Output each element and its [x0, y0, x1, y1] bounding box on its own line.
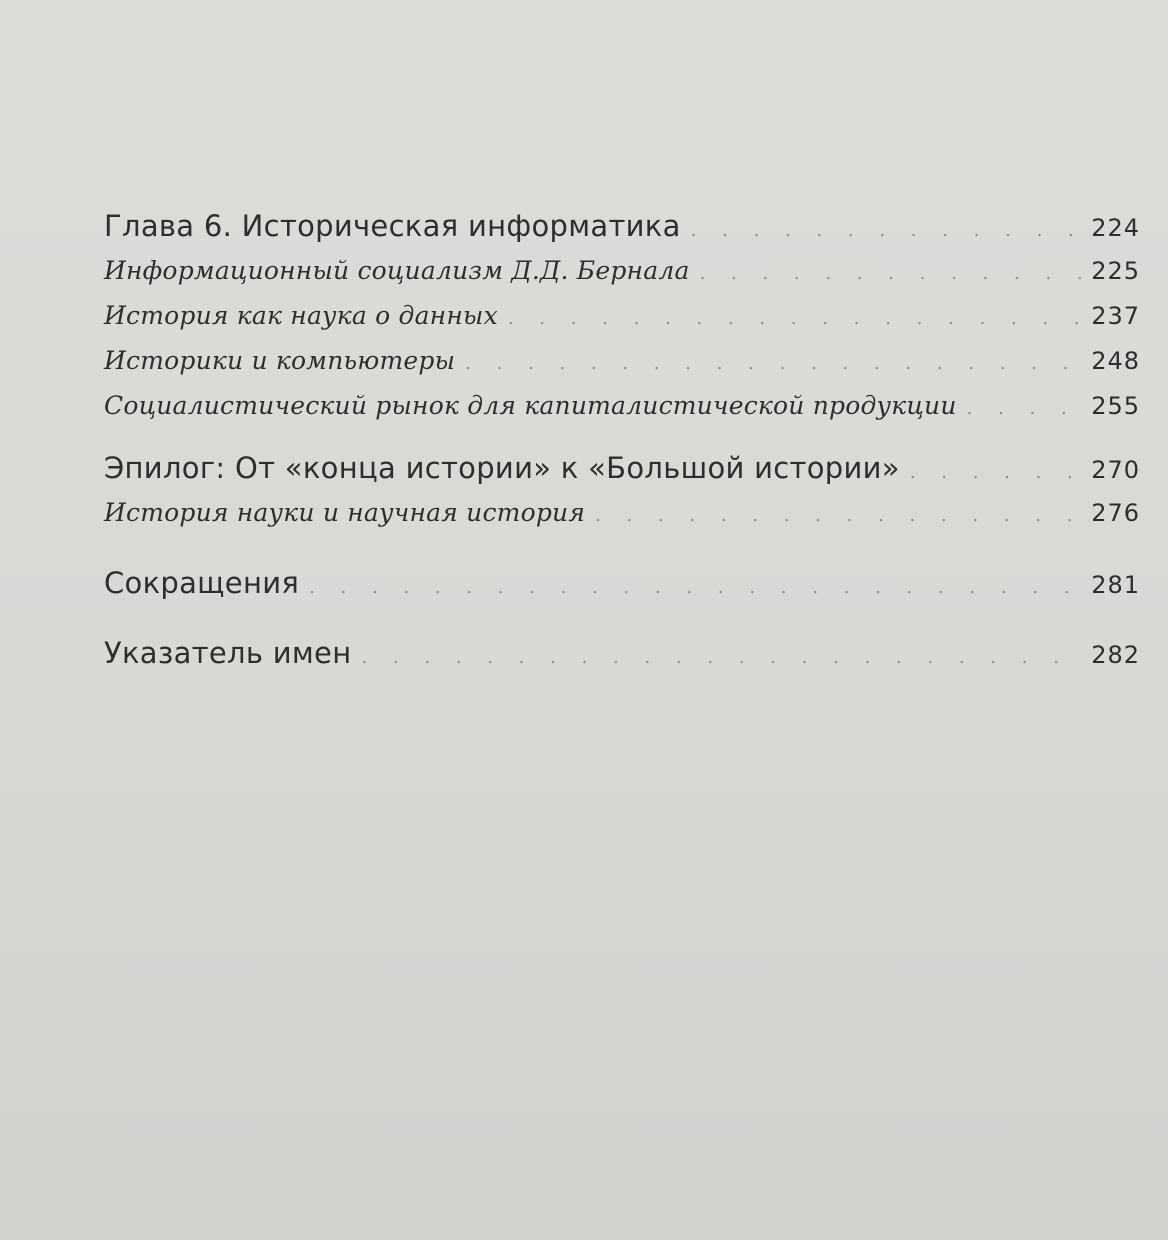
toc-entry-section[interactable] [104, 293, 1140, 338]
toc-entry-page: 255 [1091, 392, 1140, 420]
toc-entry-chapter-6[interactable] [104, 204, 1140, 248]
toc-entry-section[interactable] [104, 383, 1140, 428]
toc-entry-abbreviations[interactable] [104, 561, 1140, 605]
table-of-contents [104, 204, 1140, 675]
toc-entry-page: 282 [1091, 641, 1140, 669]
toc-entry-section[interactable] [104, 338, 1140, 383]
toc-entry-page: 224 [1091, 214, 1140, 242]
toc-entry-section[interactable] [104, 490, 1140, 535]
toc-entry-section[interactable] [104, 248, 1140, 293]
toc-entry-epilogue[interactable] [104, 446, 1140, 490]
toc-entry-title: Информационный социализм Д.Д. Бернала [104, 256, 690, 285]
toc-entry-index[interactable] [104, 631, 1140, 675]
toc-entry-page: 281 [1091, 571, 1140, 599]
spacer [104, 535, 1140, 561]
toc-entry-title: Историки и компьютеры [104, 346, 456, 375]
leader-dots [967, 386, 1084, 431]
leader-dots [700, 251, 1084, 296]
toc-entry-title: История науки и научная история [104, 498, 586, 527]
toc-entry-page: 270 [1091, 456, 1140, 484]
toc-entry-title: История как наука о данных [104, 301, 498, 330]
toc-entry-title: Указатель имен [104, 636, 352, 670]
toc-entry-title: Глава 6. Историческая информатика [104, 209, 681, 243]
leader-dots [465, 341, 1083, 386]
leader-dots [508, 296, 1083, 341]
leader-dots [309, 566, 1083, 610]
leader-dots [910, 451, 1083, 495]
toc-entry-title: Социалистический рынок для капиталистической продукции [104, 391, 957, 420]
leader-dots [691, 209, 1083, 253]
toc-entry-title: Сокращения [104, 566, 300, 600]
toc-entry-page: 237 [1091, 302, 1140, 330]
toc-entry-page: 225 [1091, 257, 1140, 285]
toc-entry-title: Эпилог: От «конца истории» к «Большой истории» [104, 451, 900, 485]
toc-entry-page: 276 [1091, 499, 1140, 527]
leader-dots [595, 493, 1083, 538]
leader-dots [361, 636, 1083, 680]
toc-entry-page: 248 [1091, 347, 1140, 375]
